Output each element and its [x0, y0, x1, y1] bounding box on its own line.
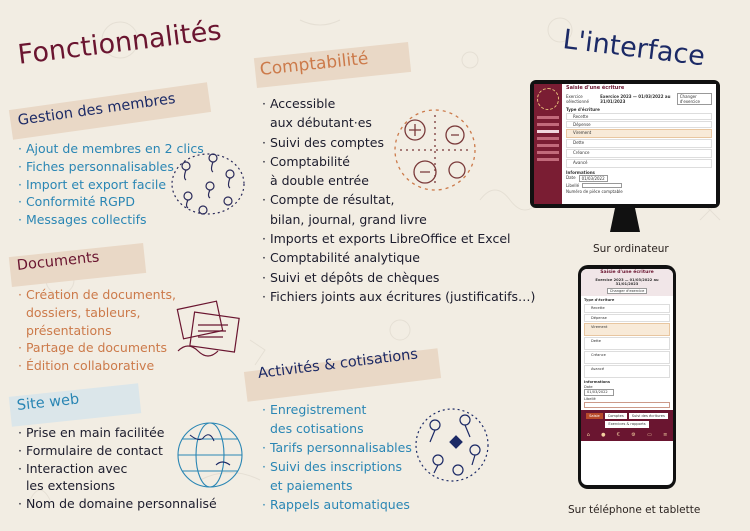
list-item: · Formulaire de contact [18, 442, 163, 458]
list-item: · Suivi des inscriptions [262, 459, 403, 474]
mobile-date-field[interactable]: 01/03/2022 [584, 389, 614, 396]
mobile-change-button[interactable]: Changer d'exercice [607, 288, 648, 295]
list-item: à double entrée [262, 173, 369, 189]
change-exercise-button[interactable]: Changer d'exercice [677, 93, 712, 105]
sidebar-item[interactable] [537, 158, 559, 161]
globe-doodle [170, 415, 250, 495]
mobile-libelle-label: Libellé [584, 396, 596, 401]
list-item: · Comptabilité analytique [262, 250, 420, 266]
mobile-type-label: Type d'écriture [584, 298, 615, 303]
list-item: des cotisations [262, 421, 364, 436]
sidebar-item[interactable] [537, 144, 559, 147]
page-title: Saisie d'une écriture [566, 85, 625, 91]
type-option[interactable]: Virement [566, 129, 712, 138]
list-item: · Imports et exports LibreOffice et Excel [262, 231, 511, 247]
coins-doodle [385, 100, 485, 200]
info-label: Informations [566, 170, 595, 175]
list-item: dossiers, tableurs, [18, 304, 141, 320]
list-item: et paiements [262, 478, 353, 493]
list-item: · Rappels automatiques [262, 497, 410, 512]
interface-title: L'interface [561, 24, 707, 73]
date-field[interactable]: 01/03/2022 [579, 175, 608, 182]
list-item: · Édition collaborative [18, 358, 155, 374]
type-option[interactable]: Recette [566, 113, 712, 120]
date-label: Date [566, 175, 576, 180]
mobile-suivi-button[interactable]: Suivi des écritures [629, 413, 668, 420]
libelle-label: Libellé [566, 183, 580, 188]
list-item: les extensions [18, 478, 116, 494]
list-item: présentations [18, 322, 112, 338]
doc-icon[interactable]: ▭ [647, 432, 652, 439]
list-item: · Fichiers joints aux écritures (justificatifs…) [262, 288, 536, 304]
list-item: · Tarifs personnalisables [262, 440, 412, 455]
exercise-value: Exercice 2023 — 01/03/2022 au 31/01/2023 [600, 94, 671, 104]
cog-icon[interactable]: ⚙ [631, 432, 636, 439]
mobile-screen [581, 269, 673, 485]
desktop-screen [534, 84, 716, 204]
list-item: · Conformité RGPD [18, 194, 135, 210]
type-option[interactable]: Dette [566, 139, 712, 148]
mobile-libelle-field[interactable] [584, 402, 670, 408]
mobile-type-option[interactable]: Dépense [584, 314, 670, 323]
mobile-phone [578, 265, 676, 489]
home-icon[interactable]: ⌂ [586, 432, 590, 439]
mobile-header [581, 269, 673, 296]
logo [537, 88, 559, 110]
sidebar-item[interactable] [537, 151, 559, 154]
type-label: Type d'écriture [566, 107, 600, 112]
activities-doodle [410, 400, 495, 490]
list-item: · Création de documents, [18, 287, 176, 302]
list-item: · Interaction avec [18, 460, 128, 476]
documents-list [18, 286, 176, 375]
sidebar-item[interactable] [537, 130, 559, 133]
numero-label: Numéro de pièce comptable [566, 189, 623, 194]
list-item: aux débutant·es [262, 115, 372, 131]
people-network-doodle [168, 146, 248, 221]
list-item: · Fiches personnalisables [18, 158, 174, 174]
list-item: · Accessible [262, 96, 336, 111]
mobile-type-option[interactable]: Avancé [584, 365, 670, 378]
mobile-exercise: Exercice 2023 — 01/03/2022 au 31/01/2023 [595, 277, 659, 287]
list-item: · Ajout de membres en 2 clics [18, 141, 204, 156]
desktop-sidebar [534, 84, 562, 204]
mobile-caption: Sur téléphone et tablette [568, 504, 701, 516]
mobile-exercices-button[interactable]: Exercices & rapports [605, 421, 648, 428]
mobile-save-button[interactable]: Saisie [586, 413, 603, 420]
mobile-button-bar [581, 410, 673, 431]
exercise-label: Exercice sélectionné [566, 94, 589, 104]
mobile-info-label: Informations [584, 380, 610, 385]
list-item: bilan, journal, grand livre [262, 211, 427, 227]
user-icon[interactable]: ● [601, 432, 606, 439]
documents-title: Documents [16, 249, 101, 274]
desktop-caption: Sur ordinateur [593, 243, 669, 255]
list-item: · Partage de documents [18, 340, 168, 356]
list-item: · Compte de résultat, [262, 192, 395, 208]
type-option[interactable]: Dépense [566, 121, 712, 128]
list-item: · Nom de domaine personnalisé [18, 496, 217, 512]
type-option[interactable]: Avancé [566, 159, 712, 168]
desktop-main [562, 84, 716, 204]
list-item: · Prise en main facilitée [18, 425, 165, 440]
membres-title: Gestion des membres [16, 90, 177, 129]
mobile-nav-bar [581, 431, 673, 441]
euro-icon[interactable]: € [616, 432, 620, 439]
siteweb-title: Site web [16, 391, 80, 414]
list-item: · Suivi des comptes [262, 134, 384, 150]
mobile-type-option[interactable]: Recette [584, 304, 670, 313]
mobile-type-option[interactable]: Virement [584, 323, 670, 336]
mobile-date-label: Date [584, 384, 593, 389]
activites-list [262, 400, 412, 514]
mobile-comptes-button[interactable]: Comptes [605, 413, 627, 420]
list-item: · Suivi et dépôts de chèques [262, 269, 440, 285]
type-option[interactable]: Créance [566, 149, 712, 158]
sidebar-item[interactable] [537, 123, 559, 126]
compta-title: Comptabilité [258, 48, 370, 80]
libelle-field[interactable] [582, 183, 622, 188]
list-item: · Enregistrement [262, 402, 367, 417]
list-item: · Messages collectifs [18, 212, 147, 228]
desktop-monitor [530, 80, 720, 208]
menu-icon[interactable]: ≡ [663, 432, 668, 439]
list-item: · Import et export facile [18, 176, 167, 192]
mobile-type-option[interactable]: Créance [584, 351, 670, 364]
mobile-page-title: Saisie d'une écriture [600, 270, 654, 275]
sidebar-item[interactable] [537, 116, 559, 119]
main-title: Fonctionnalités [16, 15, 224, 71]
documents-doodle [170, 295, 250, 365]
list-item: · Comptabilité [262, 153, 350, 169]
activites-title: Activités & cotisations [257, 346, 419, 382]
sidebar-item[interactable] [537, 137, 559, 140]
mobile-type-option[interactable]: Dette [584, 337, 670, 350]
